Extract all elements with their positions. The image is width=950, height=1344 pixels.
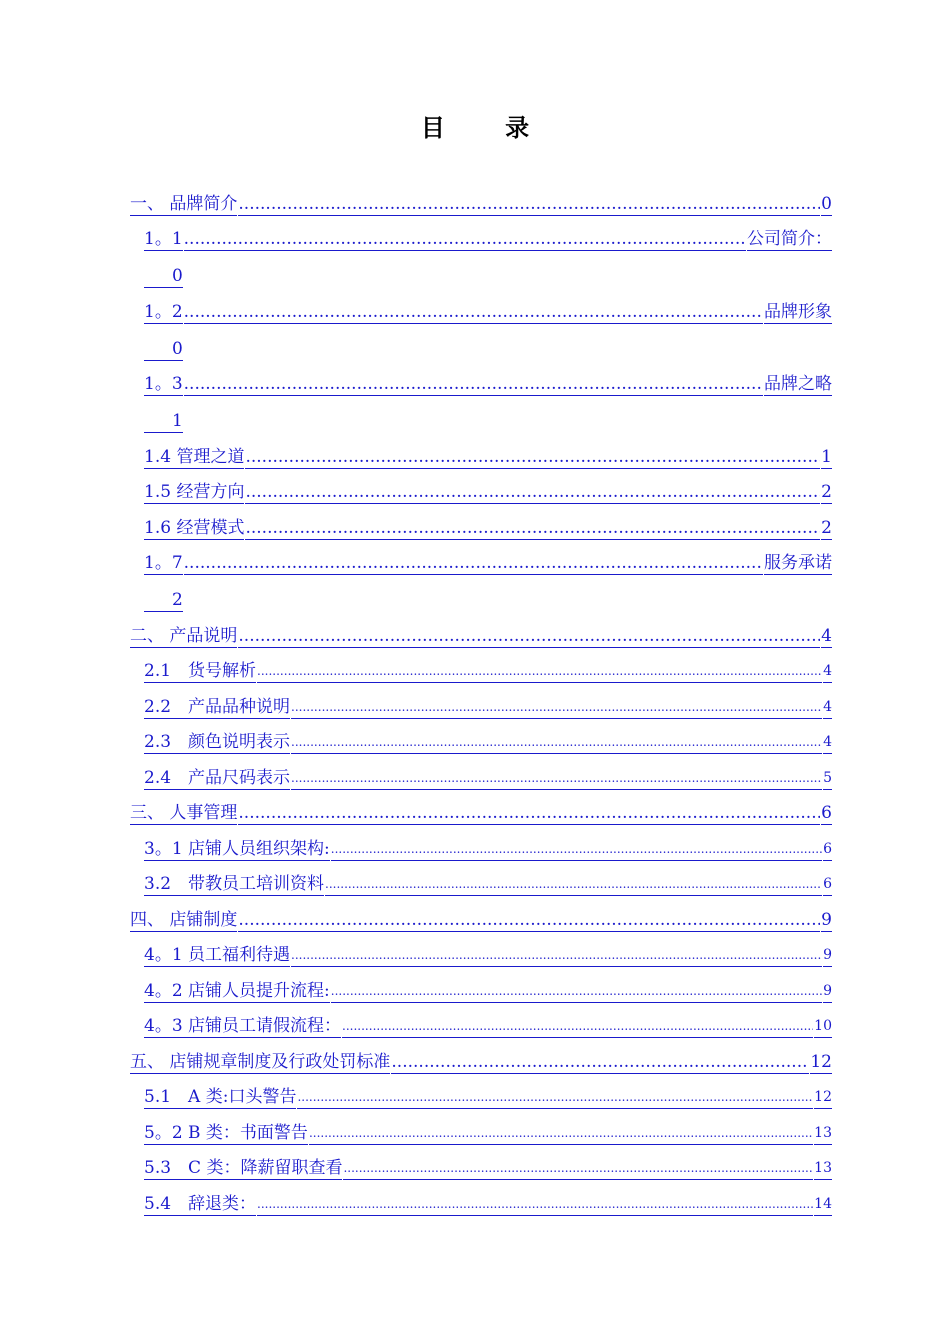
toc-entry[interactable] [130, 1074, 832, 1110]
toc-entry[interactable] [130, 683, 832, 719]
toc-entry-title: 5.1 A 类:口头警告 [144, 1087, 297, 1107]
toc-entry-title: 4。2 店铺人员提升流程: [144, 980, 330, 1001]
toc-entry[interactable] [130, 648, 832, 684]
toc-entry-title: 5。2 B 类：书面警告 [144, 1122, 308, 1143]
toc-entry-page: 13 [814, 1158, 832, 1180]
toc-entry-title: 1。2 [144, 301, 183, 322]
toc-entry[interactable] [130, 1038, 832, 1074]
toc-entry-page: 4 [823, 697, 832, 719]
toc-entry-page: 9 [823, 945, 832, 967]
toc-dot-leader [297, 1086, 813, 1109]
toc-entry-page: 10 [814, 1016, 832, 1038]
toc-entry[interactable] [130, 1109, 832, 1145]
toc-entry[interactable] [130, 612, 832, 648]
toc-entry-title: 2.3 颜色说明表示 [144, 732, 291, 752]
toc-dot-leader [257, 660, 822, 683]
toc-entry-page: 14 [814, 1194, 832, 1216]
toc-entry-page: 0 [144, 339, 183, 361]
toc-dot-leader [184, 302, 763, 324]
toc-dot-leader [291, 767, 822, 790]
toc-entry-page: 2 [144, 590, 183, 612]
toc-entry-title: 2.4 产品尺码表示 [144, 767, 291, 788]
toc-entry-title: 4。3 店铺员工请假流程： [144, 1016, 342, 1036]
toc-dot-leader [257, 1193, 813, 1216]
toc-entry[interactable] [130, 504, 832, 540]
toc-dot-leader [391, 1052, 809, 1074]
table-of-contents [130, 180, 832, 1216]
toc-entry-title: 1。7 [144, 553, 183, 573]
toc-entry-wrapped-page[interactable] [130, 251, 832, 288]
toc-dot-leader [343, 1157, 813, 1180]
toc-dot-leader [342, 1015, 813, 1038]
toc-entry-title: 2.1 货号解析 [144, 661, 257, 681]
toc-dot-leader [238, 194, 820, 216]
toc-entry[interactable] [130, 361, 832, 397]
toc-entry-title: 3.2 带教员工培训资料 [144, 874, 325, 894]
toc-entry[interactable] [130, 1180, 832, 1216]
toc-entry-page: 2 [821, 517, 832, 538]
toc-dot-leader [184, 374, 763, 396]
toc-entry-title: 五、 店铺规章制度及行政处罚标准 [130, 1051, 391, 1072]
toc-entry-wrapped-page[interactable] [130, 324, 832, 361]
toc-entry[interactable] [130, 433, 832, 469]
toc-dot-leader [184, 229, 746, 251]
toc-entry-page: 2 [821, 482, 832, 502]
toc-entry-page: 0 [821, 193, 832, 214]
toc-entry-tail: 服务承诺 [764, 553, 832, 573]
toc-entry[interactable] [130, 790, 832, 826]
toc-dot-leader [238, 803, 820, 825]
toc-dot-leader [291, 696, 822, 719]
toc-entry[interactable] [130, 861, 832, 897]
toc-entry-page: 13 [814, 1123, 832, 1145]
toc-entry[interactable] [130, 932, 832, 968]
toc-dot-leader [331, 980, 822, 1003]
toc-entry[interactable] [130, 825, 832, 861]
toc-entry-page: 1 [144, 411, 183, 433]
toc-dot-leader [325, 873, 822, 896]
toc-entry-title: 1。1 [144, 229, 183, 249]
toc-dot-leader [331, 838, 822, 861]
toc-entry-title: 5.4 辞退类： [144, 1193, 257, 1214]
toc-entry-title: 四、 店铺制度 [130, 909, 238, 930]
toc-entry[interactable] [130, 469, 832, 505]
toc-entry-page: 9 [823, 981, 832, 1003]
toc-entry-title: 三、 人事管理 [130, 803, 238, 823]
toc-entry-page: 4 [823, 661, 832, 683]
page-title: 目 录 [420, 113, 556, 142]
toc-dot-leader [238, 626, 820, 648]
toc-entry[interactable] [130, 180, 832, 216]
toc-entry[interactable] [130, 754, 832, 790]
toc-entry-title: 1。3 [144, 374, 183, 394]
toc-entry-title: 二、 产品说明 [130, 625, 238, 646]
toc-dot-leader [184, 553, 763, 575]
toc-entry-title: 4。1 员工福利待遇 [144, 945, 291, 965]
toc-entry[interactable] [130, 216, 832, 252]
toc-entry-page: 1 [821, 446, 832, 467]
toc-entry-wrapped-page[interactable] [130, 396, 832, 433]
toc-entry-title: 1.6 经营模式 [144, 517, 245, 538]
toc-entry[interactable] [130, 1145, 832, 1181]
toc-dot-leader [245, 482, 820, 504]
toc-dot-leader [291, 944, 822, 967]
toc-entry-page: 0 [144, 266, 183, 288]
toc-entry-tail: 品牌之略 [764, 374, 832, 394]
toc-dot-leader [245, 518, 820, 540]
toc-entry-title: 2.2 产品品种说明 [144, 696, 291, 717]
toc-entry[interactable] [130, 540, 832, 576]
toc-entry-tail: 品牌形象 [764, 301, 832, 322]
toc-entry-page: 12 [810, 1051, 832, 1072]
toc-entry-page: 12 [814, 1087, 832, 1109]
toc-entry-title: 1.5 经营方向 [144, 482, 245, 502]
toc-entry-title: 3。1 店铺人员组织架构: [144, 838, 330, 859]
toc-entry-tail: 公司简介： [747, 229, 832, 249]
toc-dot-leader [238, 910, 820, 932]
toc-entry-page: 6 [823, 839, 832, 861]
toc-entry-wrapped-page[interactable] [130, 575, 832, 612]
toc-entry-page: 6 [823, 874, 832, 896]
toc-entry-page: 4 [821, 625, 832, 646]
toc-entry-page: 6 [821, 803, 832, 823]
toc-entry[interactable] [130, 1003, 832, 1039]
toc-entry-title: 1.4 管理之道 [144, 446, 245, 467]
toc-dot-leader [291, 731, 822, 754]
toc-entry[interactable] [130, 719, 832, 755]
toc-entry[interactable] [130, 896, 832, 932]
toc-entry-title: 5.3 C 类：降薪留职查看 [144, 1158, 343, 1178]
toc-entry[interactable] [130, 288, 832, 324]
toc-entry-page: 5 [823, 768, 832, 790]
toc-entry-page: 9 [821, 909, 832, 930]
toc-entry-page: 4 [823, 732, 832, 754]
toc-dot-leader [245, 447, 820, 469]
toc-dot-leader [309, 1122, 813, 1145]
toc-entry[interactable] [130, 967, 832, 1003]
toc-entry-title: 一、 品牌简介 [130, 193, 238, 214]
